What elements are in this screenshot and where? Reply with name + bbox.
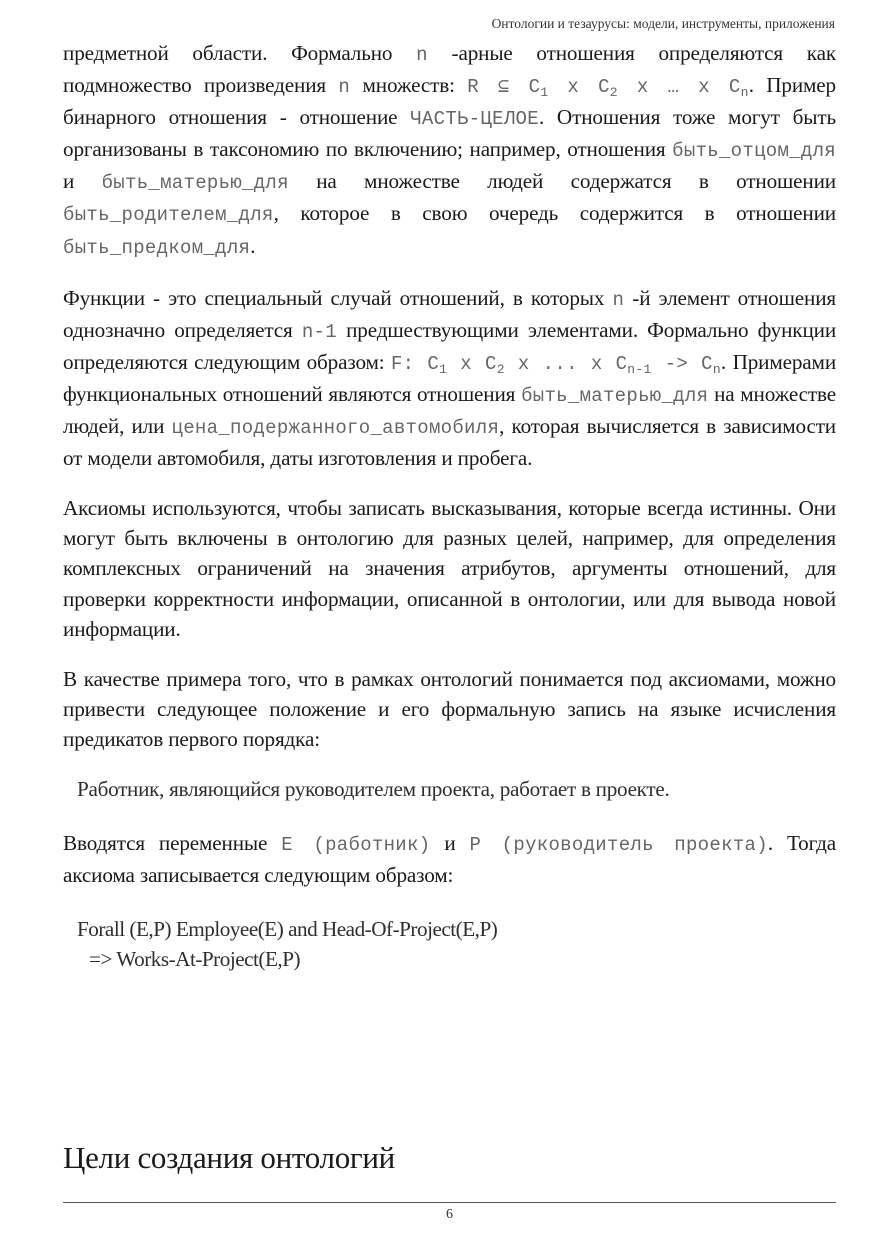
code-term: цена_подержанного_автомобиля: [171, 417, 500, 440]
code-term: быть_матерью_для: [101, 172, 289, 195]
paragraph-example-intro: В качестве примера того, что в рамках онтологий понимается под аксиомами, можно привести следующее положение и его формальную запись на языке исчисления предикатов первого порядка:: [63, 666, 836, 751]
code-term: n: [612, 288, 625, 311]
subscript: 1: [540, 85, 549, 101]
function-formula: [391, 353, 721, 375]
text: . Отношения тоже могут быть организованы в таксономию по включению; например, отношения: [63, 105, 837, 162]
formula-part: x ... x C: [504, 352, 628, 375]
text: на множестве людей, или: [63, 381, 837, 439]
subscript: 1: [439, 361, 448, 377]
text: и: [63, 169, 102, 194]
formula-part: -> C: [651, 352, 713, 375]
page-number: 6: [446, 1207, 453, 1222]
formula-part: x C: [447, 352, 497, 375]
formula-part: x C: [548, 76, 610, 99]
text: -й элемент отношения однозначно определяется: [63, 285, 836, 342]
text: множеств:: [350, 73, 468, 98]
text: Функции - это специальный случай отношений, в которых: [63, 285, 613, 310]
text: , которая вычисляется в зависимости от модели автомобиля, даты изготовления и пробега.: [63, 414, 836, 471]
code-term: быть_отцом_для: [672, 140, 836, 163]
subscript: 2: [609, 85, 618, 101]
text: , которое в свою очередь содержится в отношении: [273, 201, 836, 226]
document-body: [63, 38, 836, 974]
example-statement: Работник, являющийся руководителем проекта, работает в проекте.: [77, 776, 670, 801]
code-term: P (руководитель проекта): [469, 833, 768, 856]
code-term: n: [416, 44, 428, 66]
relation-formula: [467, 76, 749, 101]
text: .: [250, 233, 256, 258]
code-term: быть_матерью_для: [521, 384, 709, 407]
text: . Тогда аксиома записывается следующим образом:: [63, 830, 836, 888]
text: и: [430, 830, 470, 855]
code-term: ЧАСТЬ-ЦЕЛОЕ: [410, 108, 539, 131]
footer-divider: [63, 1202, 836, 1203]
subscript: n: [712, 361, 721, 377]
code-term: быть_предком_для: [63, 236, 251, 259]
formula-part: x … x C: [617, 76, 741, 99]
code-term: n: [338, 76, 351, 99]
code-term: E (работник): [281, 833, 431, 856]
formula-part: F: C: [390, 352, 440, 375]
section-heading: Цели создания онтологий: [63, 1140, 395, 1175]
text: Вводятся переменные: [63, 830, 282, 855]
text: . Пример бинарного отношения - отношение: [63, 73, 836, 130]
text: предшествующими элементами. Формально функции определяются следующим образом:: [63, 317, 837, 374]
paragraph-relations: [63, 38, 836, 263]
formula-line: => Works-At-Project(E,P): [89, 947, 301, 972]
formula-part: R ⊆ C: [467, 76, 541, 99]
formula-line: Forall (E,P) Employee(E) and Head-Of-Project(E,P): [77, 917, 498, 942]
text: предметной области. Формально: [63, 41, 417, 65]
text: . Примерами функциональных отношений являются отношения: [63, 349, 837, 406]
running-header: Онтологии и тезаурусы: модели, инструменты, приложения: [491, 16, 835, 31]
paragraph-variables: [63, 828, 836, 890]
paragraph-axioms: Аксиомы используются, чтобы записать высказывания, которые всегда истинны. Они могут быть включены в онтологию для разных целей, например, для определения комплексных ограничений на значения атрибутов, аргументы отношений, для проверки корректности информации, описанной в онтологии, или для вывода новой информации.: [63, 496, 836, 641]
code-term: быть_родителем_для: [63, 204, 274, 227]
code-term: n-1: [301, 320, 337, 343]
text: на множестве людей содержатся в отношении: [288, 169, 836, 194]
text: -арные отношения определяются как подмножество произведения: [63, 41, 836, 98]
subscript: n: [740, 85, 749, 101]
paragraph-functions: [63, 283, 836, 474]
subscript: 2: [496, 361, 505, 377]
axiom-formula: [77, 914, 836, 974]
subscript: n-1: [627, 361, 652, 377]
